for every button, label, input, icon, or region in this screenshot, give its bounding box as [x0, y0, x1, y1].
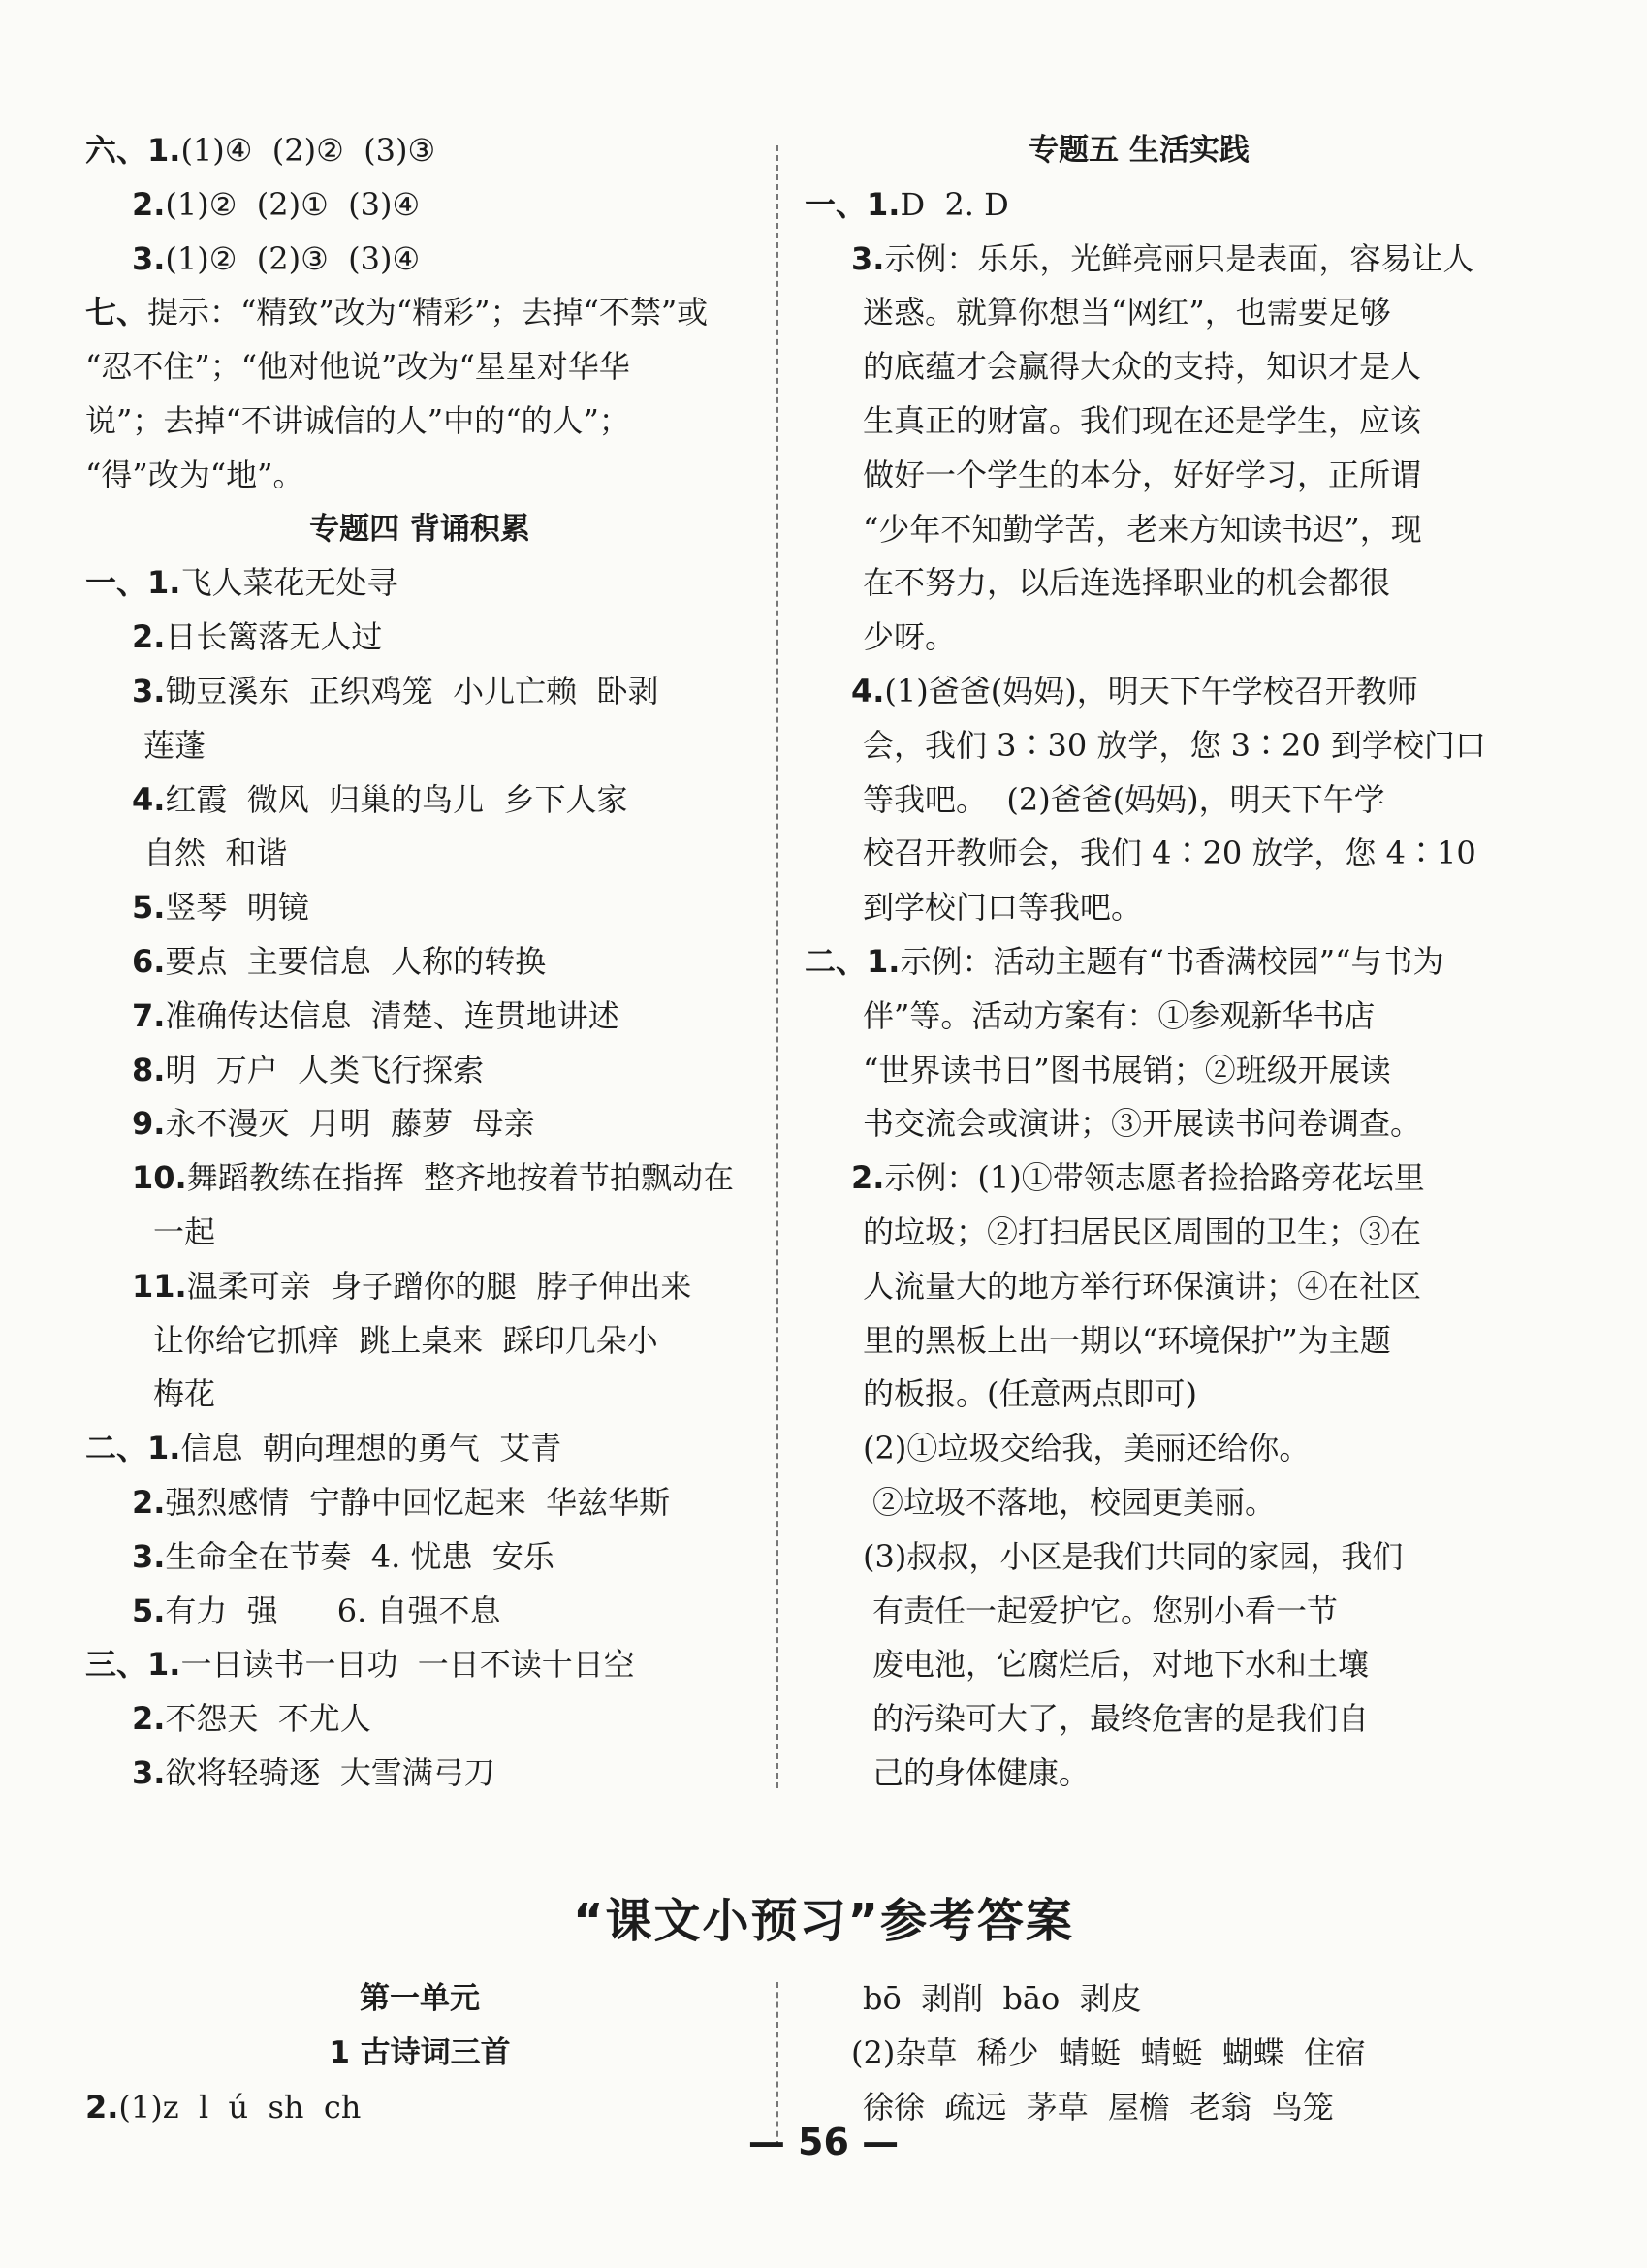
answer-line	[805, 233, 1473, 287]
answer-text: 伴”等。活动方案有：①参观新华书店	[863, 996, 1376, 1034]
question-number: 10.	[132, 1159, 187, 1197]
answer-text: 少呀。	[863, 618, 957, 656]
answer-line	[85, 990, 754, 1044]
answer-text: 莲蓬	[143, 726, 206, 764]
answer-line	[85, 665, 754, 719]
answer-text: (1)② (2)③ (3)④	[165, 239, 421, 277]
answer-text: 的底蕴才会赢得大众的支持，知识才是人	[863, 348, 1422, 386]
answer-line	[85, 178, 754, 233]
answer-text: 示例：(1)①带领志愿者捡拾路旁花坛里	[884, 1159, 1425, 1197]
answer-text: (1)z l ú sh ch	[118, 2088, 362, 2126]
question-number: 4.	[132, 780, 166, 818]
answer-text: (1)爸爸(妈妈)，明天下午学校召开教师	[884, 672, 1418, 709]
question-number: 六、1.	[85, 132, 181, 169]
answer-text: 准确传达信息 清楚、连贯地讲述	[165, 996, 619, 1034]
answer-text: 不怨天 不尤人	[165, 1700, 371, 1738]
answer-line	[805, 1151, 1473, 1206]
question-number: 2.	[85, 2088, 119, 2126]
question-number: 6.	[132, 942, 166, 980]
question-number: 七、	[85, 294, 148, 331]
answer-line	[85, 1747, 754, 1801]
answer-line	[85, 611, 754, 665]
question-number: 一、1.	[805, 185, 901, 223]
answer-text: 要点 主要信息 人称的转换	[165, 942, 547, 980]
answer-line	[805, 1260, 1473, 1314]
question-number: 3.	[132, 1537, 166, 1575]
answer-line	[85, 1692, 754, 1747]
answer-line	[805, 1530, 1473, 1585]
answer-line	[805, 556, 1473, 611]
answer-text: “忍不住”；“他对他说”改为“星星对华华	[85, 348, 630, 386]
answer-line	[85, 1260, 754, 1314]
answer-line	[85, 449, 754, 503]
answer-text: (3)叔叔，小区是我们共同的家园，我们	[863, 1537, 1404, 1575]
answer-text: 强烈感情 宁静中回忆起来 华兹华斯	[165, 1483, 671, 1521]
question-number: 3.	[132, 672, 166, 709]
answer-text: 的污染可大了，最终危害的是我们自	[872, 1700, 1370, 1738]
answer-text: 温柔可亲 身子蹭你的腿 脖子伸出来	[186, 1267, 692, 1305]
answer-text: 欲将轻骑逐 大雪满弓刀	[165, 1753, 495, 1791]
answer-line	[805, 1972, 1473, 2027]
section-heading: 专题四 背诵积累	[309, 511, 530, 547]
answer-line	[805, 1585, 1473, 1639]
question-number: 5.	[132, 889, 166, 927]
answer-line	[85, 1530, 754, 1585]
question-number: 二、1.	[805, 942, 901, 980]
answer-text: 锄豆溪东 正织鸡笼 小儿亡赖 卧剥	[165, 672, 659, 709]
question-number: 2.	[851, 1159, 885, 1197]
answer-line	[85, 1585, 754, 1639]
answer-text: 己的身体健康。	[872, 1753, 1091, 1791]
answer-line	[85, 1206, 754, 1260]
answer-line	[805, 2027, 1473, 2081]
answer-text: 示例：乐乐，光鲜亮丽只是表面，容易让人	[884, 239, 1474, 277]
answer-text: 竖琴 明镜	[165, 889, 309, 927]
answer-line	[805, 1206, 1473, 1260]
answer-line	[805, 178, 1473, 233]
answer-line	[85, 556, 754, 611]
answer-text: 说”；去掉“不讲诚信的人”中的“的人”；	[85, 401, 630, 439]
answer-text: 舞蹈教练在指挥 整齐地按着节拍飘动在	[186, 1159, 735, 1197]
answer-line	[85, 233, 754, 287]
preview-answers-right	[805, 1972, 1473, 2134]
answer-line	[85, 1314, 754, 1369]
answer-text: 红霞 微风 归巢的鸟儿 乡下人家	[165, 780, 628, 818]
answer-line	[805, 1044, 1473, 1098]
answer-text: D 2. D	[900, 185, 1009, 223]
answer-line	[805, 449, 1473, 503]
answer-text: 书交流会或演讲；③开展读书问卷调查。	[863, 1105, 1422, 1143]
answer-text: 提示：“精致”改为“精彩”；去掉“不禁”或	[147, 294, 709, 331]
answer-text: 里的黑板上出一期以“环境保护”为主题	[863, 1321, 1391, 1359]
answer-line	[805, 503, 1473, 557]
answer-text: 明 万户 人类飞行探索	[165, 1051, 485, 1088]
answer-text: 日长篱落无人过	[165, 618, 383, 656]
answer-text: 有责任一起爱护它。您别小看一节	[872, 1591, 1339, 1629]
answer-line	[85, 1638, 754, 1692]
answer-line	[805, 881, 1473, 935]
answer-line	[85, 124, 754, 178]
answer-line	[805, 827, 1476, 881]
answer-line	[805, 1368, 1473, 1422]
answer-text: 废电池，它腐烂后，对地下水和土壤	[872, 1646, 1370, 1684]
answer-text: 会，我们 3∶30 放学，您 3∶20 到学校门口	[863, 726, 1486, 764]
answer-text: 迷惑。就算你想当“网红”，也需要足够	[863, 294, 1391, 331]
question-number: 2.	[132, 1483, 166, 1521]
answer-line	[805, 719, 1486, 773]
answer-line	[805, 1476, 1473, 1530]
answer-line	[805, 1638, 1473, 1692]
section-heading: 第一单元	[360, 1981, 480, 2016]
question-number: 3.	[851, 239, 885, 277]
answer-text: 让你给它抓痒 跳上桌来 踩印几朵小	[153, 1321, 658, 1359]
answer-line	[85, 1476, 754, 1530]
answer-line	[805, 340, 1473, 394]
section-title: “课文小预习”参考答案	[572, 1894, 1075, 1948]
answer-text: bō 剥削 bāo 剥皮	[863, 1980, 1142, 2017]
right-answer-column	[805, 124, 1486, 1801]
answer-text: 示例：活动主题有“书香满校园”“与书为	[900, 942, 1444, 980]
answer-line	[85, 827, 754, 881]
answer-text: 一日读书一日功 一日不读十日空	[180, 1646, 635, 1684]
answer-line	[85, 935, 754, 990]
section-heading: 1 古诗词三首	[329, 2034, 511, 2070]
question-number: 5.	[132, 1591, 166, 1629]
answer-text: 生命全在节奏 4. 忧患 安乐	[165, 1537, 554, 1575]
answer-line	[85, 773, 754, 828]
answer-line	[805, 935, 1473, 990]
question-number: 三、1.	[85, 1646, 181, 1684]
question-number: 一、1.	[85, 564, 181, 602]
question-number: 7.	[132, 996, 166, 1034]
answer-text: 生真正的财富。我们现在还是学生，应该	[863, 401, 1422, 439]
question-number: 3.	[132, 1753, 166, 1791]
answer-text: 一起	[153, 1213, 216, 1250]
answer-line	[805, 1422, 1473, 1476]
answer-line	[85, 1044, 754, 1098]
answer-text: 的板报。(任意两点即可)	[863, 1375, 1197, 1413]
answer-line	[85, 1422, 754, 1476]
answer-text: 信息 朝向理想的勇气 艾青	[180, 1430, 562, 1467]
question-number: 4.	[851, 672, 885, 709]
answer-text: 人流量大的地方举行环保演讲；④在社区	[863, 1267, 1422, 1305]
answer-text: 做好一个学生的本分，好好学习，正所谓	[863, 456, 1422, 493]
answer-line	[805, 990, 1473, 1044]
answer-line	[85, 286, 754, 340]
answer-text: 徐徐 疏远 茅草 屋檐 老翁 鸟笼	[863, 2088, 1334, 2126]
answer-text: “少年不知勤学苦，老来方知读书迟”，现	[863, 510, 1422, 548]
question-number: 2.	[132, 1700, 166, 1738]
answer-line	[85, 394, 754, 449]
answer-text: “世界读书日”图书展销；②班级开展读	[863, 1051, 1391, 1088]
page-number: — 56 —	[747, 2121, 900, 2163]
question-number: 2.	[132, 618, 166, 656]
answer-line	[805, 394, 1473, 449]
answer-line	[805, 286, 1473, 340]
answer-line	[805, 611, 1473, 665]
answer-text: 到学校门口等我吧。	[863, 889, 1143, 927]
question-number: 二、1.	[85, 1430, 181, 1467]
question-number: 2.	[132, 185, 166, 223]
answer-text: “得”改为“地”。	[85, 456, 304, 493]
answer-text: (2)①垃圾交给我，美丽还给你。	[863, 1430, 1311, 1467]
answer-line	[805, 1314, 1473, 1369]
answer-text: (1)② (2)① (3)④	[165, 185, 421, 223]
preview-answers-left	[85, 1972, 754, 2134]
answer-line	[85, 340, 754, 394]
answer-text: 飞人菜花无处寻	[180, 564, 398, 602]
answer-line	[805, 1692, 1473, 1747]
answer-line	[805, 1097, 1473, 1151]
answer-text: 的垃圾；②打扫居民区周围的卫生；③在	[863, 1213, 1422, 1250]
question-number: 9.	[132, 1105, 166, 1143]
section-heading: 专题五 生活实践	[1029, 133, 1250, 168]
answer-line	[85, 1097, 754, 1151]
answer-text: 自然 和谐	[143, 835, 288, 872]
answer-text: 有力 强 6. 自强不息	[165, 1591, 501, 1629]
answer-line	[85, 1151, 754, 1206]
answer-text: (1)④ (2)② (3)③	[180, 132, 436, 169]
answer-text: 梅花	[153, 1375, 216, 1413]
answer-text: 校召开教师会，我们 4∶20 放学，您 4∶10	[863, 835, 1476, 872]
question-number: 11.	[132, 1267, 187, 1305]
answer-text: 在不努力，以后连选择职业的机会都很	[863, 564, 1391, 602]
answer-line	[805, 1747, 1473, 1801]
answer-line	[805, 773, 1473, 828]
left-answer-column	[85, 124, 754, 1801]
answer-text: 等我吧。 (2)爸爸(妈妈)，明天下午学	[863, 780, 1385, 818]
answer-text: 永不漫灭 月明 藤萝 母亲	[165, 1105, 535, 1143]
answer-line	[85, 719, 754, 773]
answer-line	[85, 881, 754, 935]
column-divider	[776, 145, 778, 1788]
question-number: 8.	[132, 1051, 166, 1088]
question-number: 3.	[132, 239, 166, 277]
answer-text: ②垃圾不落地，校园更美丽。	[872, 1483, 1277, 1521]
answer-line	[805, 665, 1473, 719]
answer-line	[85, 1368, 754, 1422]
answer-text: (2)杂草 稀少 蜻蜓 蜻蜓 蝴蝶 住宿	[851, 2033, 1367, 2071]
